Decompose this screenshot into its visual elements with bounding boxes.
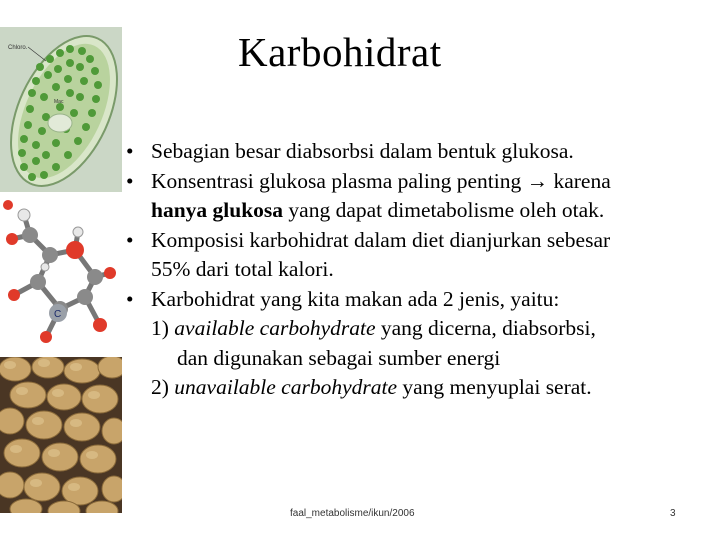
glucose-molecule-illustration (0, 197, 122, 357)
cell-inner-label: Mac (54, 99, 64, 105)
sub-item-text: dan digunakan sebagai sumber energi (177, 345, 501, 370)
algae-cell-image (0, 27, 122, 192)
bullet-text: Karbohidrat yang kita makan ada 2 jenis, yaitu: (151, 286, 560, 311)
bullet-text: Konsentrasi glukosa plasma paling penting (151, 168, 527, 193)
bullet-text: karena (548, 168, 611, 193)
bullet-item (126, 137, 716, 167)
glucose-molecule-image (0, 197, 122, 357)
bullet-text: yang dapat dimetabolisme oleh otak. (283, 198, 605, 222)
sub-list-item (126, 373, 716, 403)
bullet-text: 55% dari total kalori. (151, 257, 334, 281)
sub-item-number: 2) (151, 375, 175, 399)
right-arrow-icon: → (526, 168, 549, 193)
sub-item-text: yang menyuplai serat. (397, 375, 592, 399)
slide-body (126, 137, 716, 403)
chloroplast-label: Chloro. (8, 45, 28, 51)
sub-list-item-continuation (126, 344, 716, 374)
bullet-text: Sebagian besar diabsorbsi dalam bentuk glukosa. (151, 139, 574, 163)
bullet-item (126, 226, 716, 285)
bullet-item (126, 167, 716, 226)
sub-list-item (126, 314, 716, 344)
algae-cell-illustration (0, 27, 122, 192)
bullet-item (126, 285, 716, 315)
italic-term: available carbohydrate (174, 316, 376, 340)
footer-text: faal_metabolisme/ikun/2006 (290, 508, 415, 519)
carbon-atom-label: C (54, 309, 62, 320)
potatoes-illustration (0, 357, 122, 513)
slide-title: Karbohidrat (238, 29, 442, 75)
sub-item-text: yang dicerna, diabsorbsi, (375, 316, 596, 340)
sub-item-number: 1) (151, 316, 175, 340)
potatoes-image (0, 357, 122, 513)
bold-emphasis: hanya glukosa (151, 198, 284, 222)
italic-term: unavailable carbohydrate (174, 375, 398, 399)
bullet-text: Komposisi karbohidrat dalam diet dianjurkan sebesar (151, 227, 611, 252)
page-number: 3 (670, 508, 676, 519)
